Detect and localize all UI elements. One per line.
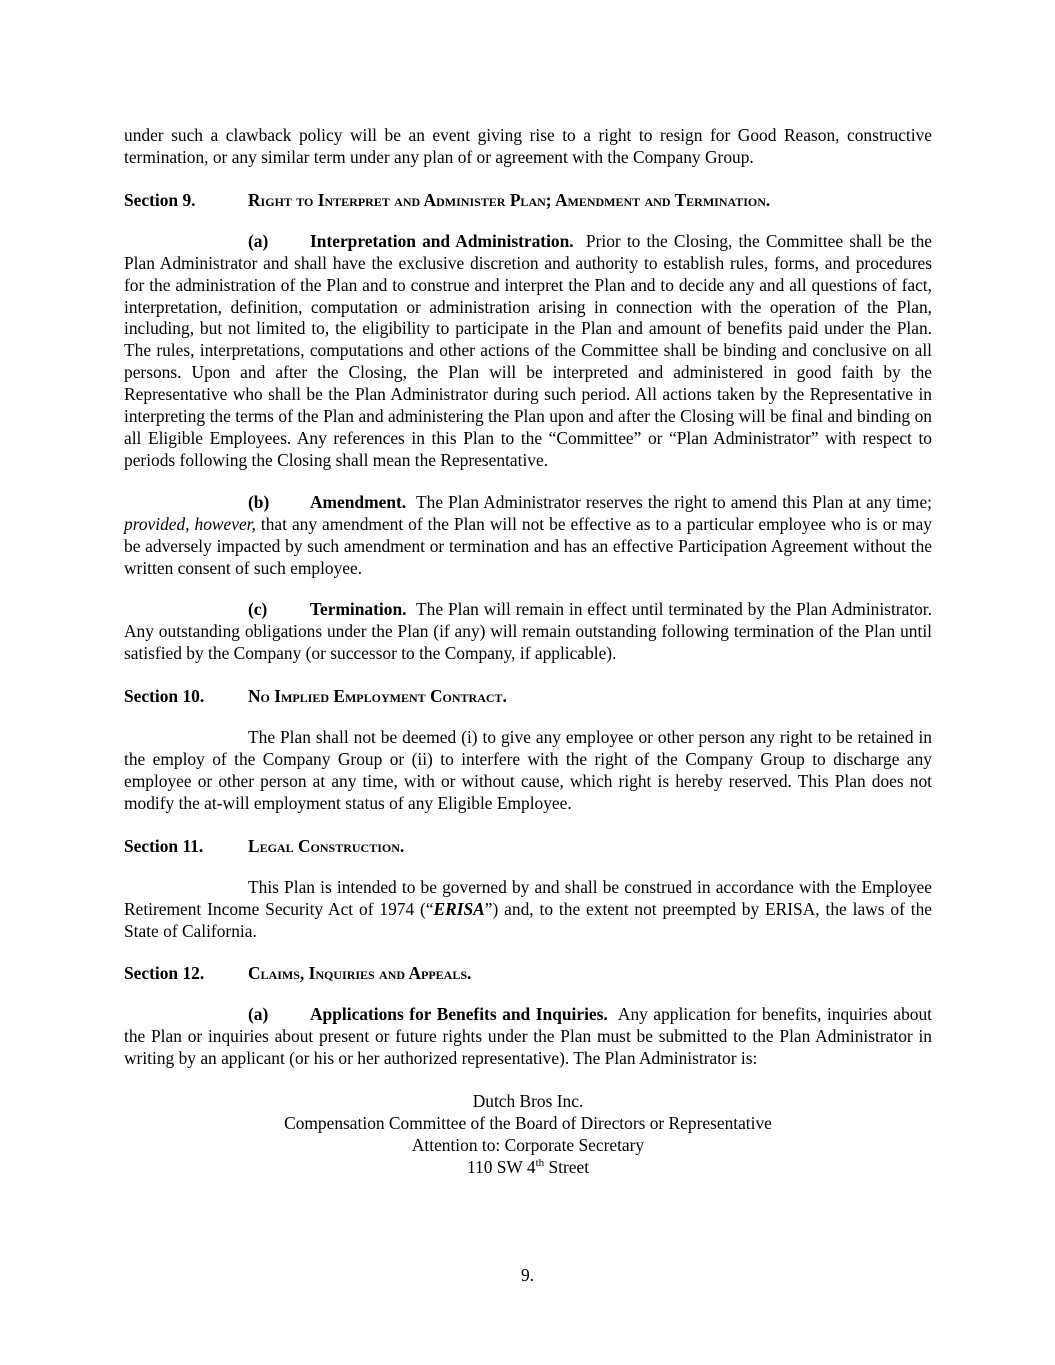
- defined-term-erisa: ERISA: [433, 898, 485, 919]
- street-name: Street: [544, 1157, 590, 1178]
- section-9a-paragraph: [124, 231, 932, 472]
- section-title: Right to Interpret and Administer Plan; Amendment and Termination.: [248, 189, 771, 210]
- page-number: 9.: [520, 1265, 535, 1285]
- section-11-text: This Plan is intended to be governed by and shall be construed in accordance with the Employee Retirement Income Security Act of 1974 (“: [124, 876, 932, 919]
- subsection-text: The Plan Administrator reserves the right to amend this Plan at any time;: [416, 491, 933, 512]
- section-number: Section 11.: [124, 835, 204, 856]
- subsection-title: Interpretation and Administration.: [310, 230, 574, 251]
- section-10-heading: [124, 685, 932, 707]
- section-title: No Implied Employment Contract.: [248, 686, 507, 707]
- subsection-title: Applications for Benefits and Inquiries.: [310, 1004, 608, 1025]
- subsection-label: (a): [248, 230, 269, 251]
- subsection-text: The Plan will remain in effect until terminated by the Plan Administrator. Any outstanding obligations under the Plan (if any) will remain outstanding following termination of the Plan until satisfied by the Company (or successor to the Company, if applicable).: [124, 599, 932, 664]
- continuation-paragraph: under such a clawback policy will be an event giving rise to a right to resign for Good Reason, constructive termination, or any similar term under any plan of or agreement with the Company Group.: [124, 125, 932, 167]
- section-11-paragraph: [124, 877, 932, 943]
- ordinal-suffix: th: [535, 1157, 545, 1170]
- proviso-italic: provided, however,: [124, 513, 256, 534]
- subsection-title: Termination.: [310, 599, 407, 620]
- section-number: Section 12.: [124, 963, 205, 984]
- address-line-1: Dutch Bros Inc.: [472, 1091, 584, 1112]
- section-10-paragraph: The Plan shall not be deemed (i) to give any employee or other person any right to be retained in the employ of the Company Group or (ii) to interfere with the right of the Company Group to discharge any employee or other person at any time, with or without cause, which right is hereby reserved. This Plan does not modify the at-will employment status of any Eligible Employee.: [124, 727, 932, 813]
- subsection-label: (b): [248, 491, 270, 512]
- subsection-title: Amendment.: [310, 491, 407, 512]
- document-page: [124, 125, 932, 1178]
- subsection-text: Prior to the Closing, the Committee shall be the Plan Administrator and shall have the exclusive discretion and authority to establish rules, forms, and procedures for the administration of the Plan and to construe and interpret the Plan and to decide any and all questions of fact, interpretation, definition, computation or administration arising in connection with the operation of the Plan, including, but not limited to, the eligibility to participate in the Plan and amount of benefits paid under the Plan. The rules, interpretations, computations and other actions of the Committee shall be binding and conclusive on all persons. Upon and after the Closing, the Plan will be interpreted and administered in good faith by the Representative who shall be the Plan Administrator during such period. All actions taken by the Representative in interpreting the terms of the Plan and administering the Plan upon and after the Closing will be final and binding on all Eligible Employees. Any references in this Plan to the “Committee” or “Plan Administrator” with respect to periods following the Closing shall mean the Representative.: [124, 230, 932, 470]
- section-9b-paragraph: [124, 492, 932, 580]
- administrator-address: [124, 1090, 932, 1178]
- subsection-label: (a): [248, 1004, 269, 1025]
- subsection-label: (c): [248, 599, 268, 620]
- section-title: Claims, Inquiries and Appeals.: [248, 963, 472, 984]
- subsection-text: Any application for benefits, inquiries about the Plan or inquiries about present or future rights under the Plan must be submitted to the Plan Administrator in writing by an applicant (or his or her authorized representative). The Plan Administrator is:: [124, 1004, 933, 1069]
- section-9-heading: [124, 189, 932, 211]
- section-9c-paragraph: [124, 599, 932, 665]
- address-line-4: [124, 1156, 932, 1178]
- address-line-2: Compensation Committee of the Board of Directors or Representative: [284, 1113, 772, 1134]
- section-number: Section 10.: [124, 686, 205, 707]
- subsection-text-continued: that any amendment of the Plan will not be effective as to a particular employee who is or may be adversely impacted by such amendment or termination and has an effective Participation Agreement without the written consent of such employee.: [124, 513, 932, 578]
- section-12a-paragraph: [124, 1004, 932, 1070]
- address-line-3: Attention to: Corporate Secretary: [411, 1135, 645, 1156]
- section-title: Legal Construction.: [248, 835, 405, 856]
- section-12-heading: [124, 962, 932, 984]
- street-number: 110 SW 4: [466, 1157, 536, 1178]
- section-number: Section 9.: [124, 189, 196, 210]
- section-11-heading: [124, 835, 932, 857]
- section-11-text-continued: ”) and, to the extent not preempted by ERISA, the laws of the State of California.: [124, 898, 932, 941]
